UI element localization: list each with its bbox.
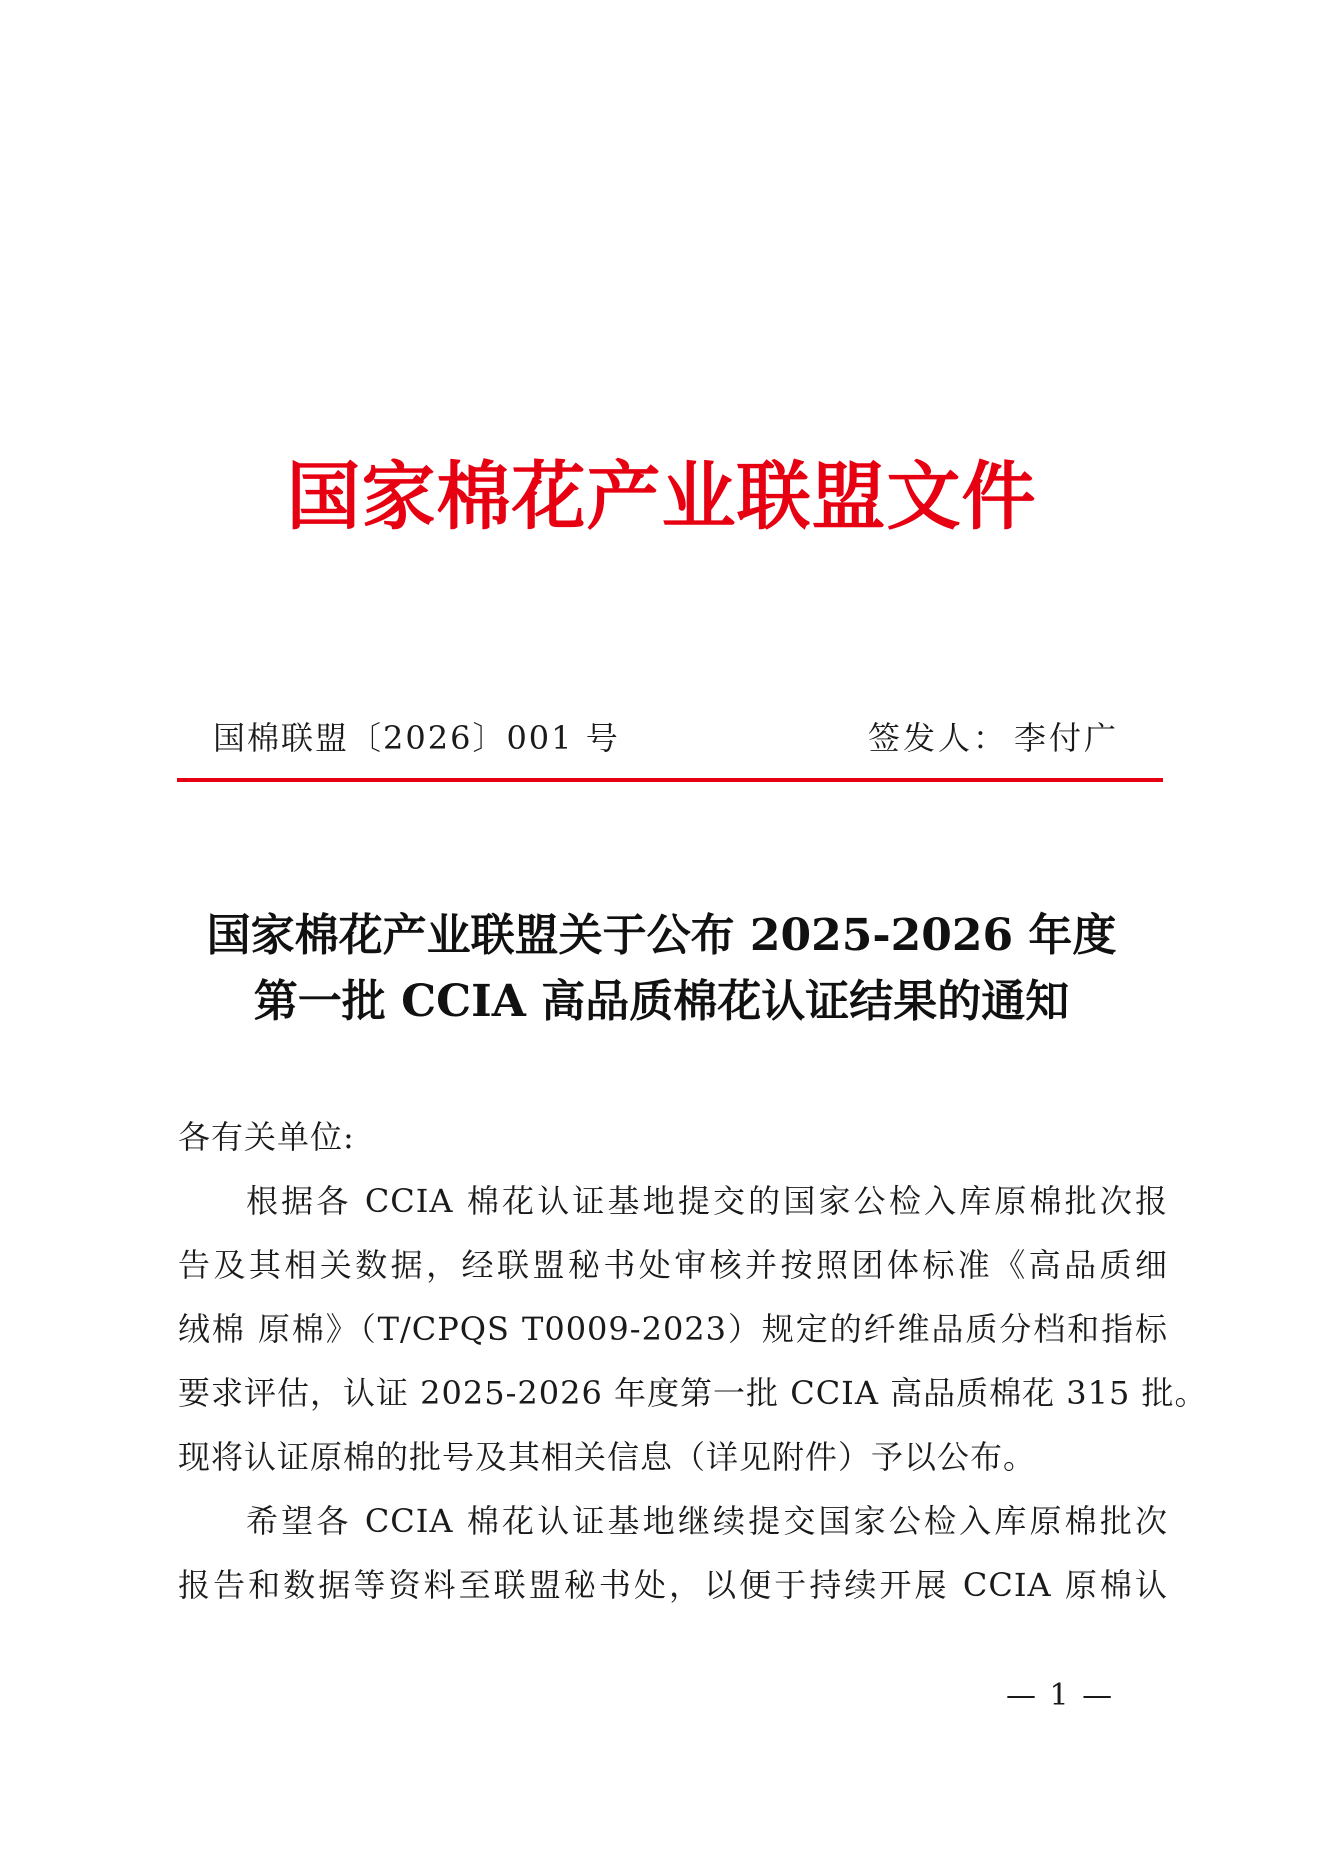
notice-title-line-2: 第一批 CCIA 高品质棉花认证结果的通知	[253, 976, 1070, 1027]
signer-label: 签发人：	[868, 719, 1009, 757]
body-line: 要求评估，认证 2025-2026 年度第一批 CCIA 高品质棉花 315 批。	[178, 1374, 1208, 1412]
signer-name: 李付广	[1014, 719, 1120, 757]
notice-body	[178, 1105, 1208, 1617]
body-line: 现将认证原棉的批号及其相关信息（详见附件）予以公布。	[178, 1438, 1037, 1476]
body-line: 绒棉 原棉》（T/CPQS T0009-2023）规定的纤维品质分档和指标	[178, 1310, 1168, 1348]
salutation: 各有关单位:	[178, 1118, 355, 1156]
page-number: — 1 —	[1006, 1678, 1115, 1713]
document-number: 国棉联盟〔2026〕001 号	[213, 719, 620, 757]
body-line: 根据各 CCIA 棉花认证基地提交的国家公检入库原棉批次报	[246, 1182, 1168, 1220]
masthead-title: 国家棉花产业联盟文件	[286, 454, 1037, 540]
body-line: 报告和数据等资料至联盟秘书处，以便于持续开展 CCIA 原棉认	[178, 1566, 1168, 1604]
body-line: 告及其相关数据，经联盟秘书处审核并按照团体标准《高品质细	[178, 1246, 1168, 1284]
notice-title-line-1: 国家棉花产业联盟关于公布 2025-2026 年度	[206, 910, 1117, 961]
red-separator-line	[177, 778, 1163, 782]
body-line: 希望各 CCIA 棉花认证基地继续提交国家公检入库原棉批次	[246, 1502, 1168, 1540]
signer-line	[868, 716, 1119, 760]
